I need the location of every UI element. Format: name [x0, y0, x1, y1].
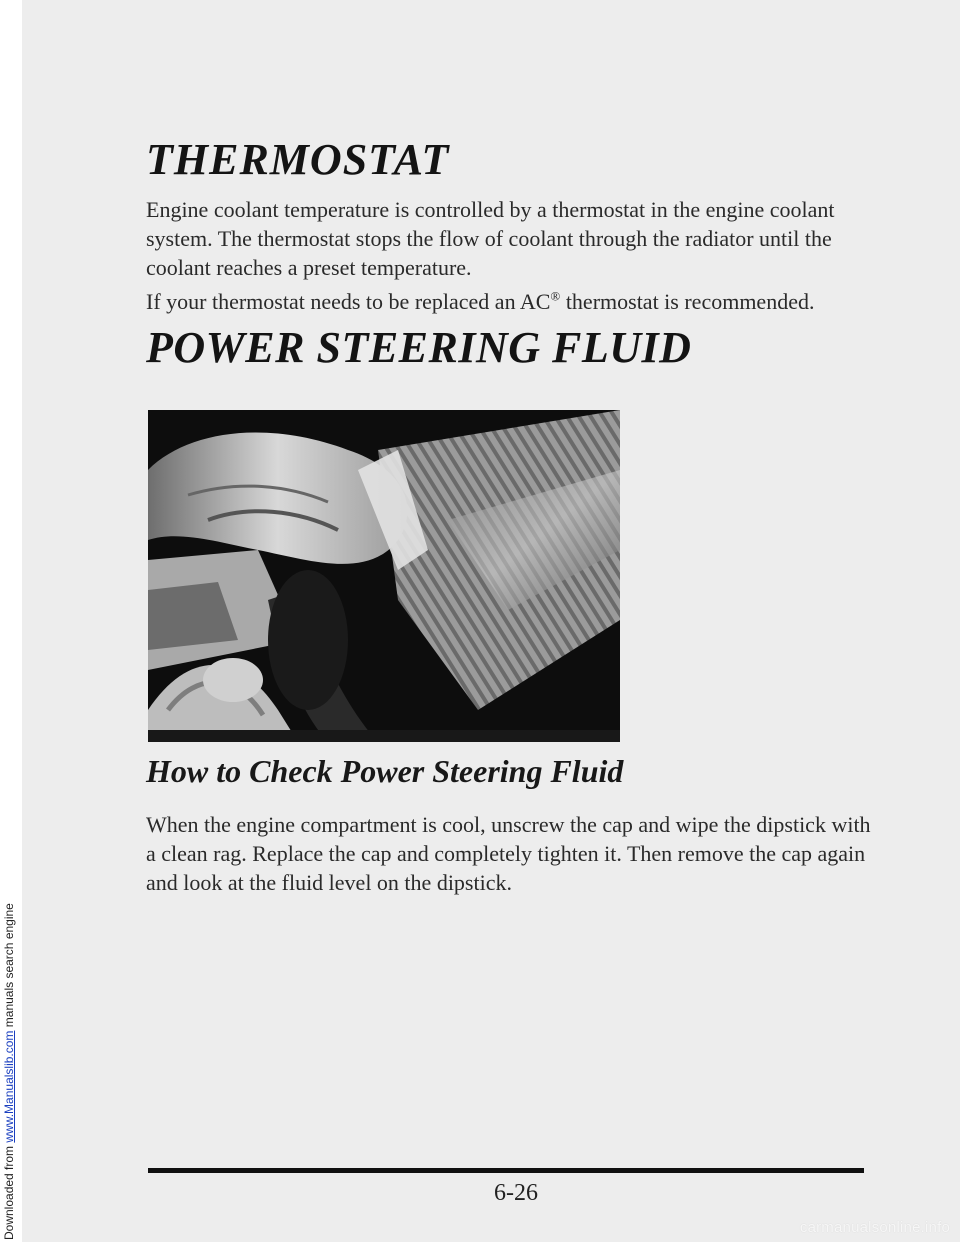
ac-text-before: If your thermostat needs to be replaced an AC: [146, 289, 551, 314]
engine-photo-illustration: [148, 410, 620, 742]
thermostat-paragraph: Engine coolant temperature is controlled by a thermostat in the engine coolant system. The thermostat stops the flow of coolant through the radiator until the coolant reaches a preset temperature.: [146, 197, 835, 280]
registered-mark: ®: [550, 288, 561, 304]
page-number: 6-26: [494, 1180, 538, 1206]
check-fluid-subheading: How to Check Power Steering Fluid: [146, 753, 624, 789]
thermostat-heading: THERMOSTAT: [146, 135, 450, 184]
download-banner: [2, 903, 16, 1240]
thermostat-ac-paragraph: [146, 287, 876, 316]
power-steering-photo: [148, 410, 620, 742]
download-banner-prefix: Downloaded from: [2, 1142, 16, 1240]
power-steering-heading: POWER STEERING FLUID: [146, 323, 692, 372]
ac-text-after: thermostat is recommended.: [560, 289, 815, 314]
footer-rule: [148, 1168, 864, 1173]
download-banner-suffix: manuals search engine: [2, 903, 16, 1031]
manualslib-link[interactable]: www.Manualslib.com: [2, 1030, 16, 1143]
check-fluid-paragraph: When the engine compartment is cool, unscrew the cap and wipe the dipstick with a clean rag. Replace the cap and completely tighten it. Then remove the cap again and look at the fluid level on the dipstick.: [146, 812, 871, 895]
site-watermark: carmanualsonline.info: [799, 1219, 950, 1236]
